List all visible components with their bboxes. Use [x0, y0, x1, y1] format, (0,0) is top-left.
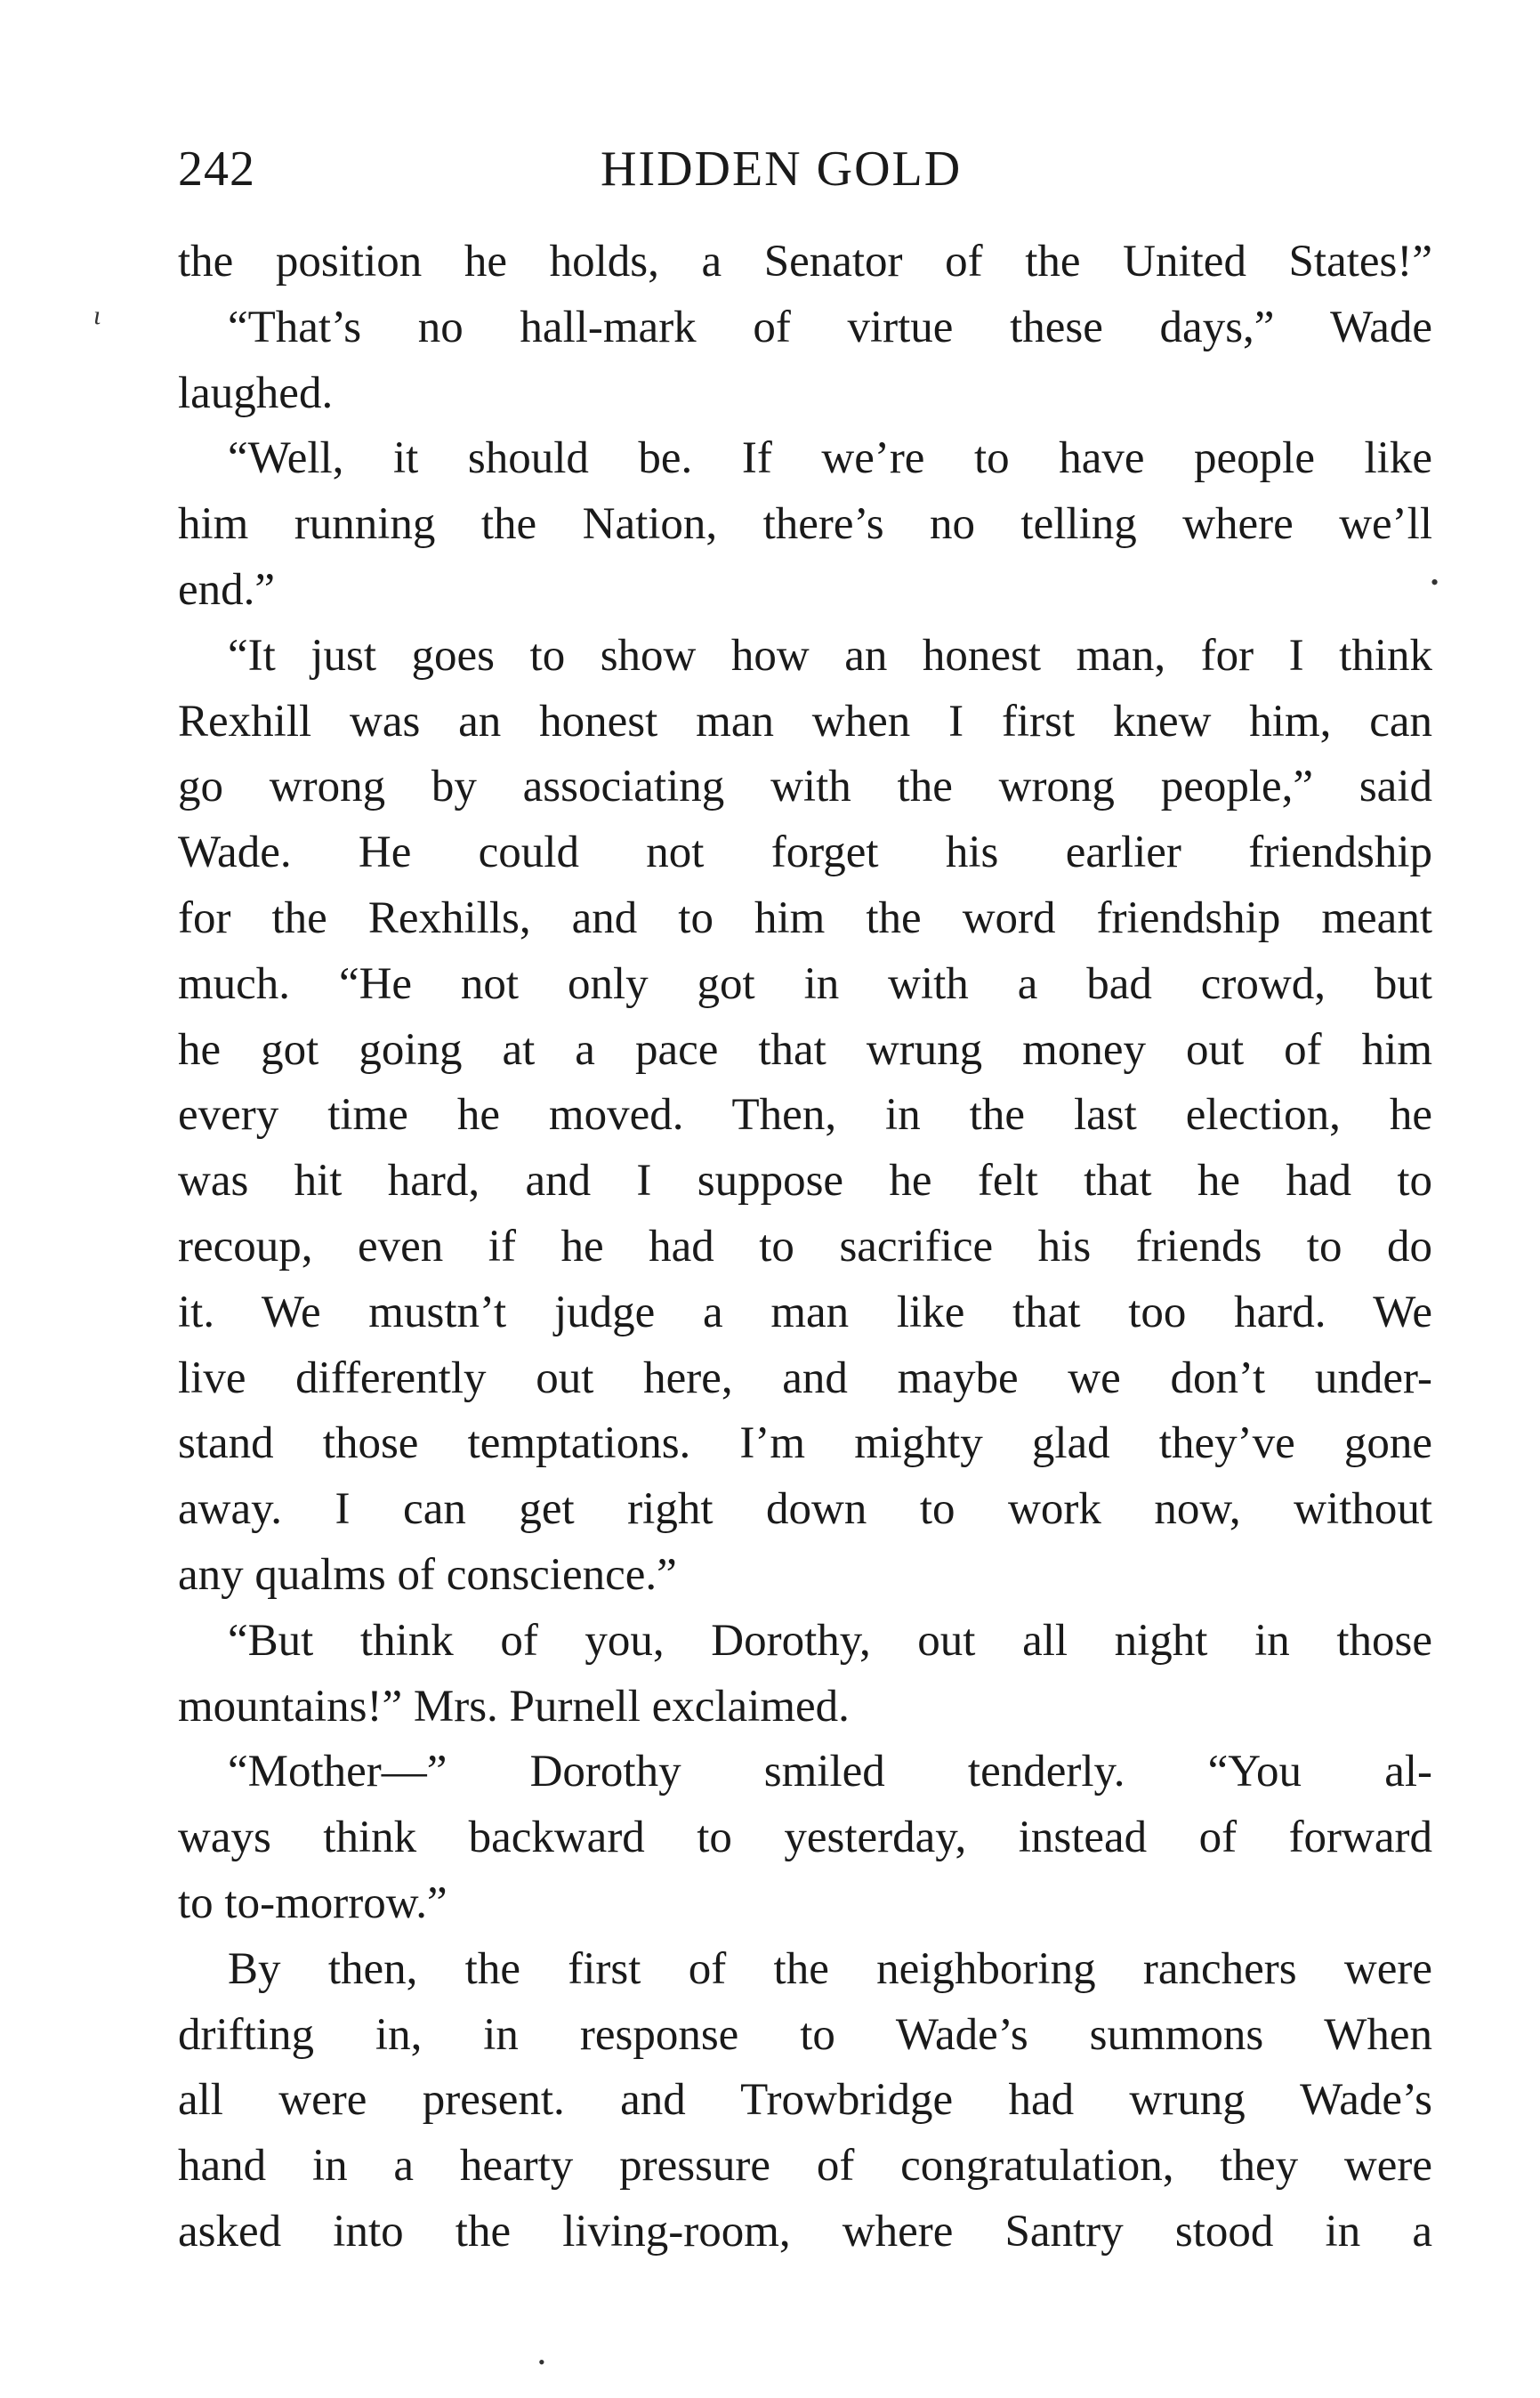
text-line: “Mother—” Dorothy smiled tenderly. “You al-: [228, 1747, 1432, 1797]
page-number: 242: [178, 141, 255, 197]
text-line: the position he holds, a Senator of the United States!”: [178, 237, 1432, 287]
text-line: to to-morrow.”: [178, 1877, 447, 1928]
text-line: for the Rexhills, and to him the word friendship meant: [178, 892, 1432, 943]
text-line: him running the Nation, there’s no telling where we’ll: [178, 499, 1432, 550]
text-line: Rexhill was an honest man when I first knew him, can: [178, 696, 1432, 747]
text-line: live differently out here, and maybe we don’t under-: [178, 1352, 1432, 1403]
text-line: hand in a hearty pressure of congratulation, they were: [178, 2141, 1432, 2192]
text-line: it. We mustn’t judge a man like that too hard. We: [178, 1287, 1432, 1337]
running-head: [178, 133, 1423, 205]
text-line: “Well, it should be. If we’re to have people like: [228, 433, 1432, 484]
text-line: recoup, even if he had to sacrifice his friends to do: [178, 1221, 1432, 1272]
text-line: end.”: [178, 564, 276, 615]
text-line: go wrong by associating with the wrong people,” said: [178, 762, 1432, 812]
text-line: mountains!” Mrs. Purnell exclaimed.: [178, 1681, 850, 1732]
margin-mark-right: •: [1431, 569, 1439, 595]
text-line: drifting in, in response to Wade’s summons When: [178, 2009, 1432, 2060]
body-text: [178, 230, 1432, 2265]
text-line: all were present. and Trowbridge had wrung Wade’s: [178, 2075, 1432, 2126]
text-line: every time he moved. Then, in the last election, he: [178, 1090, 1432, 1141]
text-line: “But think of you, Dorothy, out all night in those: [228, 1615, 1432, 1666]
text-line: “It just goes to show how an honest man, for I think: [228, 630, 1432, 681]
text-line: away. I can get right down to work now, without: [178, 1484, 1432, 1535]
text-line: “That’s no hall-mark of virtue these days,” Wade: [228, 302, 1432, 352]
text-line: asked into the living-room, where Santry stood in a: [178, 2206, 1432, 2257]
running-title: HIDDEN GOLD: [601, 141, 963, 197]
text-line: By then, the first of the neighboring ranchers were: [228, 1943, 1432, 1994]
text-line: he got going at a pace that wrung money out of him: [178, 1024, 1432, 1075]
margin-mark-bottom: •: [538, 2351, 545, 2373]
text-line: Wade. He could not forget his earlier friendship: [178, 828, 1432, 878]
text-line: stand those temptations. I’m mighty glad they’ve gone: [178, 1418, 1432, 1469]
text-line: any qualms of conscience.”: [178, 1549, 677, 1600]
text-line: much. “He not only got in with a bad crowd, but: [178, 958, 1432, 1009]
margin-mark-left: ι: [93, 301, 101, 330]
text-line: ways think backward to yesterday, instead of forward: [178, 1813, 1432, 1863]
text-line: laughed.: [178, 367, 334, 418]
text-line: was hit hard, and I suppose he felt that he had to: [178, 1156, 1432, 1207]
